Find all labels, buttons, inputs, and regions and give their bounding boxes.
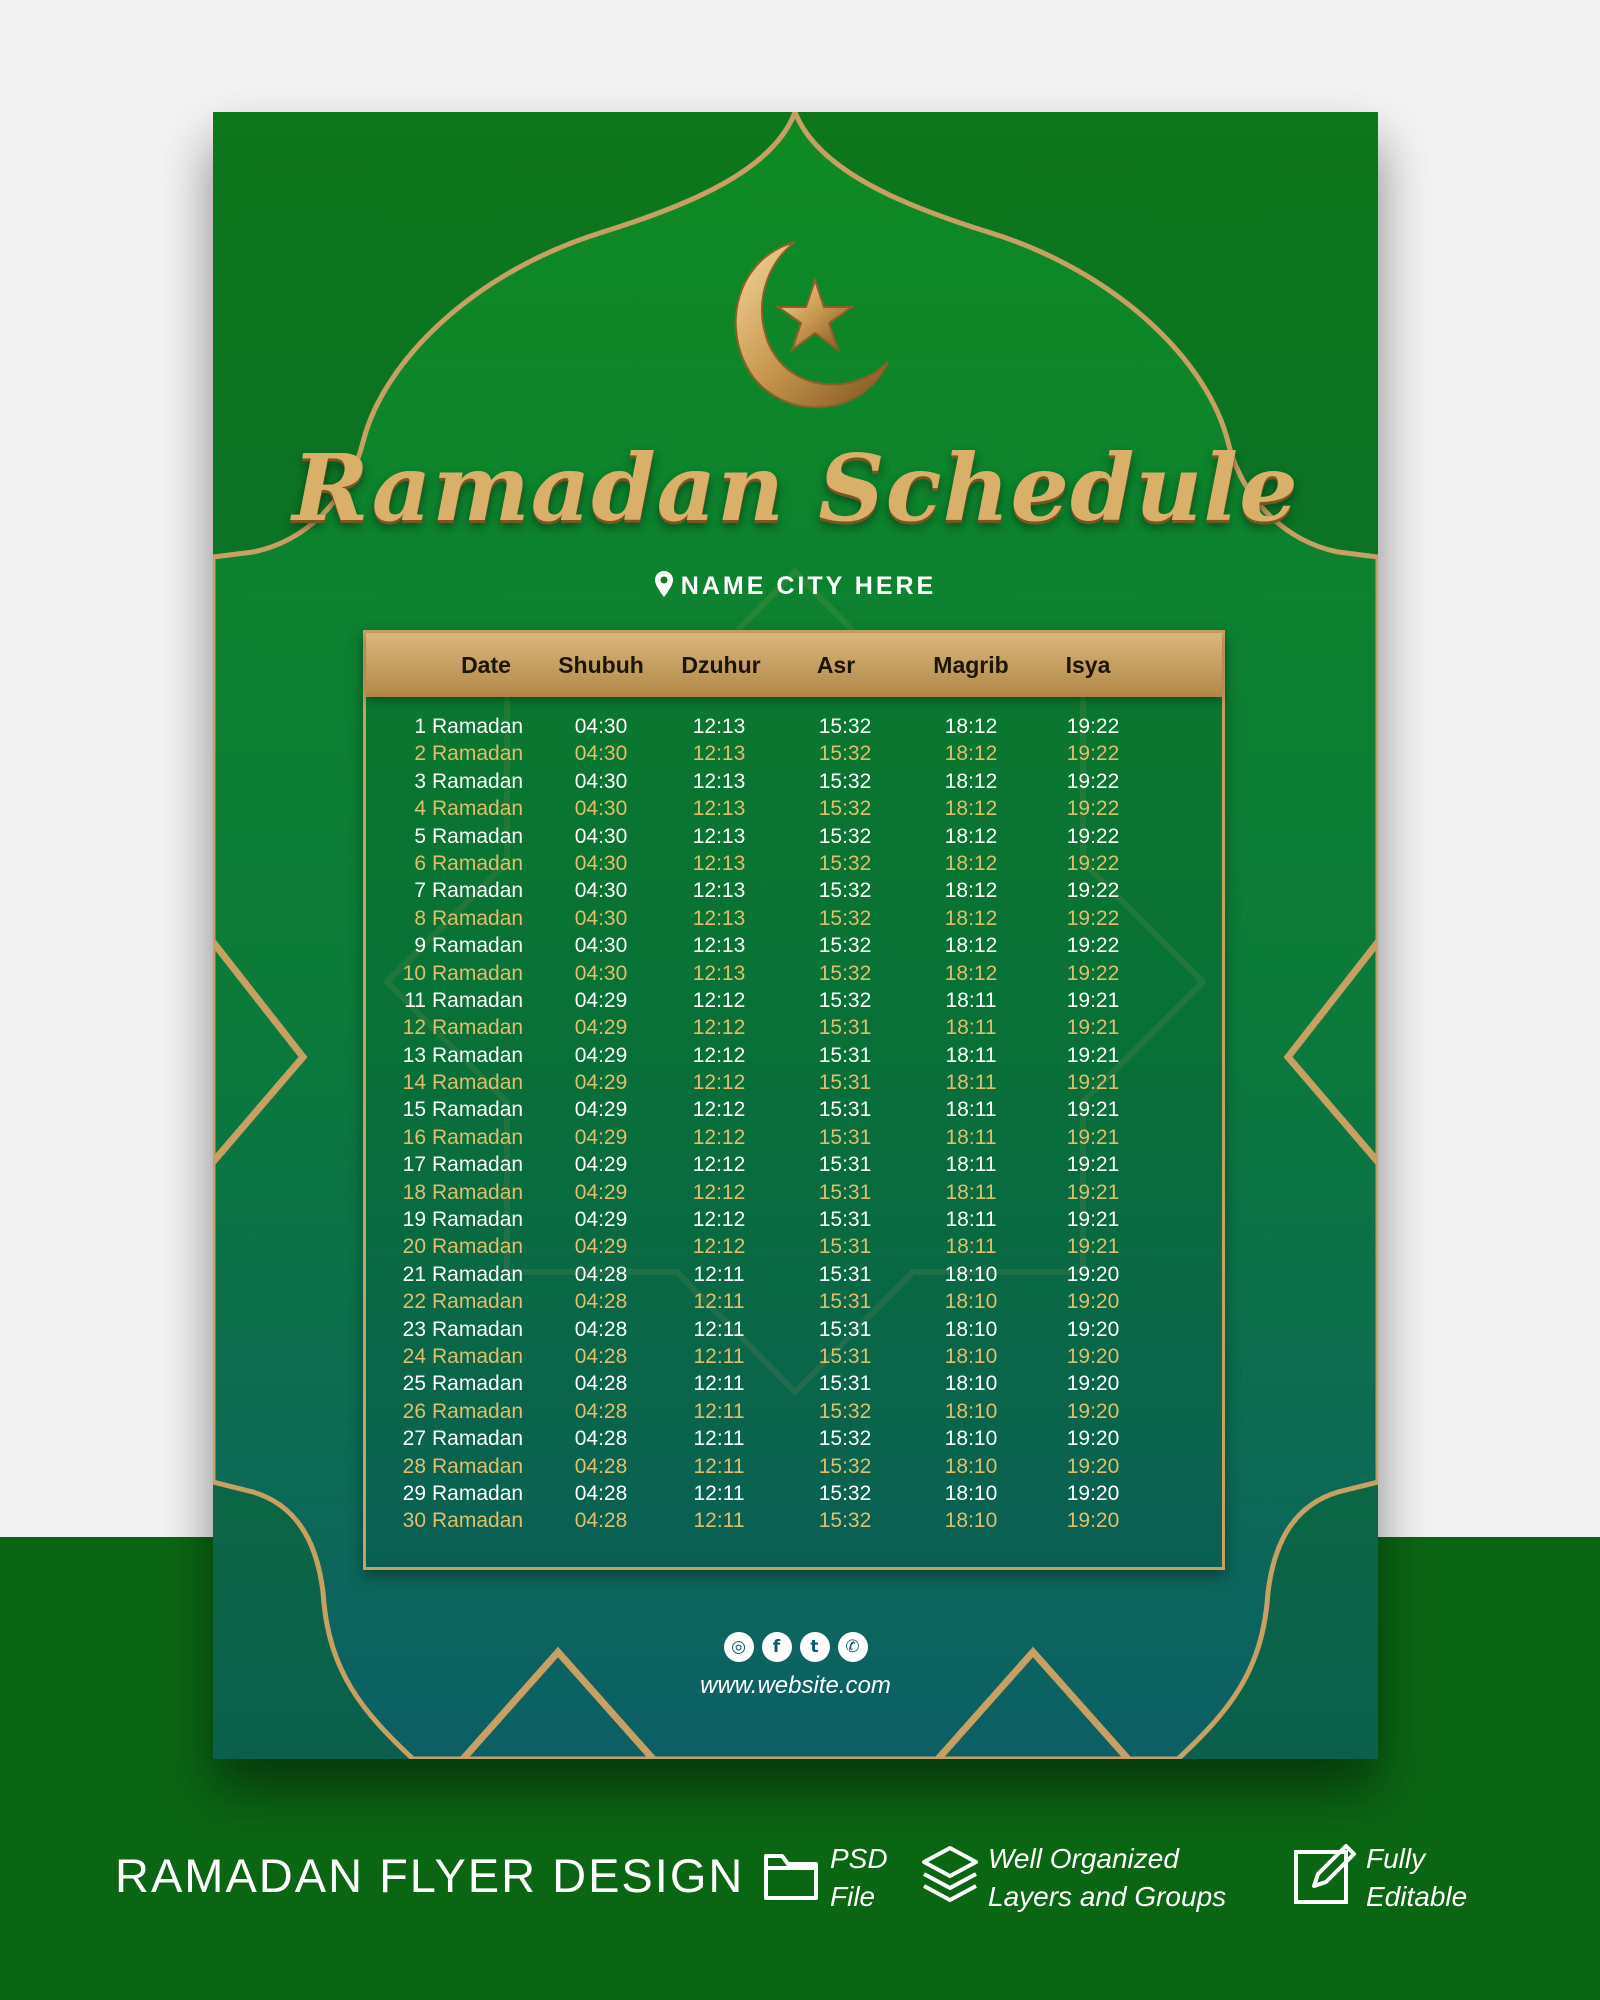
row-magrib-time: 18:10 <box>944 1344 998 1368</box>
row-day: 13 <box>402 1043 426 1067</box>
row-day: 7 <box>414 879 426 903</box>
row-asr-time: 15:31 <box>818 1372 872 1396</box>
row-day: 10 <box>402 961 426 985</box>
row-magrib-time: 18:10 <box>944 1509 998 1533</box>
table-row <box>366 770 1222 797</box>
whatsapp-icon[interactable]: ✆ <box>838 1632 868 1662</box>
table-row <box>366 1071 1222 1098</box>
row-isya-time: 19:20 <box>1066 1372 1120 1396</box>
row-asr-time: 15:31 <box>818 1071 872 1095</box>
row-day: 25 <box>402 1372 426 1396</box>
twitter-icon[interactable]: t <box>800 1632 830 1662</box>
row-month: Ramadan <box>432 1290 524 1314</box>
row-magrib-time: 18:10 <box>944 1399 998 1423</box>
table-row <box>366 1318 1222 1345</box>
row-isya-time: 19:21 <box>1066 1180 1120 1204</box>
row-dzuhur-time: 12:11 <box>693 1427 745 1451</box>
row-magrib-time: 18:12 <box>944 934 998 958</box>
row-month: Ramadan <box>432 1509 524 1533</box>
row-day: 24 <box>402 1344 426 1368</box>
row-shubuh-time: 04:29 <box>574 1235 628 1259</box>
row-dzuhur-time: 12:12 <box>692 1125 746 1149</box>
row-day: 18 <box>402 1180 426 1204</box>
table-row <box>366 1455 1222 1482</box>
row-dzuhur-time: 12:11 <box>693 1290 745 1314</box>
row-isya-time: 19:21 <box>1066 1125 1120 1149</box>
row-magrib-time: 18:10 <box>944 1372 998 1396</box>
table-row <box>366 1153 1222 1180</box>
row-asr-time: 15:31 <box>818 1153 872 1177</box>
row-shubuh-time: 04:30 <box>574 961 628 985</box>
table-row <box>366 1208 1222 1235</box>
row-asr-time: 15:32 <box>818 742 872 766</box>
row-month: Ramadan <box>432 1098 524 1122</box>
table-row <box>366 1400 1222 1427</box>
table-row <box>366 1016 1222 1043</box>
row-day: 8 <box>414 906 426 930</box>
row-asr-time: 15:32 <box>818 769 872 793</box>
row-asr-time: 15:31 <box>818 1344 872 1368</box>
table-row <box>366 989 1222 1016</box>
feature-editable-line2: Editable <box>1366 1881 1468 1912</box>
facebook-icon[interactable]: f <box>762 1632 792 1662</box>
row-asr-time: 15:31 <box>818 1180 872 1204</box>
row-asr-time: 15:31 <box>818 1125 872 1149</box>
row-isya-time: 19:22 <box>1066 715 1120 738</box>
row-day: 2 <box>414 742 426 766</box>
row-isya-time: 19:20 <box>1066 1454 1120 1478</box>
header-asr: Asr <box>816 652 856 678</box>
row-isya-time: 19:21 <box>1066 988 1120 1012</box>
row-isya-time: 19:21 <box>1066 1016 1120 1040</box>
row-month: Ramadan <box>432 879 524 903</box>
table-row <box>366 1098 1222 1125</box>
row-day: 20 <box>402 1235 426 1259</box>
row-magrib-time: 18:11 <box>945 1125 997 1149</box>
row-shubuh-time: 04:29 <box>574 1071 628 1095</box>
row-day: 17 <box>402 1153 426 1177</box>
table-row <box>366 907 1222 934</box>
row-isya-time: 19:21 <box>1066 1235 1120 1259</box>
row-dzuhur-time: 12:11 <box>693 1317 745 1341</box>
row-shubuh-time: 04:29 <box>574 1043 628 1067</box>
table-row <box>366 742 1222 769</box>
row-dzuhur-time: 12:12 <box>692 1043 746 1067</box>
table-row <box>366 1509 1222 1536</box>
table-row <box>366 1235 1222 1262</box>
row-isya-time: 19:22 <box>1066 934 1120 958</box>
row-day: 23 <box>402 1317 426 1341</box>
ramadan-flyer <box>213 112 1378 1759</box>
row-isya-time: 19:22 <box>1066 824 1120 848</box>
row-month: Ramadan <box>432 1071 524 1095</box>
row-isya-time: 19:21 <box>1066 1071 1120 1095</box>
location-text: NAME CITY HERE <box>680 572 937 600</box>
row-isya-time: 19:22 <box>1066 742 1120 766</box>
row-dzuhur-time: 12:13 <box>692 879 746 903</box>
row-asr-time: 15:32 <box>818 797 872 821</box>
row-shubuh-time: 04:30 <box>574 715 628 738</box>
row-shubuh-time: 04:28 <box>574 1372 628 1396</box>
row-asr-time: 15:32 <box>818 1427 872 1451</box>
table-row <box>366 825 1222 852</box>
feature-layers <box>988 1840 1226 1916</box>
table-row <box>366 715 1222 742</box>
row-month: Ramadan <box>432 1317 524 1341</box>
row-month: Ramadan <box>432 1372 524 1396</box>
row-isya-time: 19:22 <box>1066 906 1120 930</box>
table-row <box>366 1044 1222 1071</box>
row-magrib-time: 18:10 <box>944 1317 998 1341</box>
row-month: Ramadan <box>432 1399 524 1423</box>
row-dzuhur-time: 12:11 <box>693 1481 745 1505</box>
row-asr-time: 15:32 <box>818 934 872 958</box>
row-isya-time: 19:22 <box>1066 851 1120 875</box>
table-row <box>366 1345 1222 1372</box>
row-isya-time: 19:20 <box>1066 1481 1120 1505</box>
row-magrib-time: 18:12 <box>944 742 998 766</box>
row-day: 6 <box>414 851 426 875</box>
row-shubuh-time: 04:28 <box>574 1509 628 1533</box>
row-magrib-time: 18:10 <box>944 1290 998 1314</box>
row-month: Ramadan <box>432 1262 524 1286</box>
row-month: Ramadan <box>432 1208 524 1232</box>
row-dzuhur-time: 12:12 <box>692 1071 746 1095</box>
row-month: Ramadan <box>432 1153 524 1177</box>
row-month: Ramadan <box>432 742 524 766</box>
row-magrib-time: 18:11 <box>945 1071 997 1095</box>
row-dzuhur-time: 12:12 <box>692 1180 746 1204</box>
row-shubuh-time: 04:28 <box>574 1262 628 1286</box>
row-shubuh-time: 04:29 <box>574 1016 628 1040</box>
table-row <box>366 1427 1222 1454</box>
row-isya-time: 19:20 <box>1066 1399 1120 1423</box>
flyer-title: Ramadan Schedule <box>292 434 1299 542</box>
row-dzuhur-time: 12:13 <box>692 742 746 766</box>
edit-icon <box>1292 1842 1358 1906</box>
row-dzuhur-time: 12:13 <box>692 715 746 738</box>
layers-icon <box>918 1842 982 1906</box>
row-shubuh-time: 04:28 <box>574 1427 628 1451</box>
row-day: 28 <box>402 1454 426 1478</box>
row-month: Ramadan <box>432 1427 524 1451</box>
feature-psd-line1: PSD <box>830 1843 888 1874</box>
row-month: Ramadan <box>432 1180 524 1204</box>
row-shubuh-time: 04:30 <box>574 769 628 793</box>
row-month: Ramadan <box>432 1454 524 1478</box>
row-month: Ramadan <box>432 1043 524 1067</box>
header-shubuh: Shubuh <box>558 652 644 678</box>
row-magrib-time: 18:11 <box>945 1180 997 1204</box>
row-month: Ramadan <box>432 1481 524 1505</box>
feature-editable <box>1366 1840 1467 1916</box>
row-isya-time: 19:20 <box>1066 1290 1120 1314</box>
row-asr-time: 15:31 <box>818 1235 872 1259</box>
row-shubuh-time: 04:29 <box>574 1125 628 1149</box>
row-month: Ramadan <box>432 1125 524 1149</box>
row-asr-time: 15:32 <box>818 988 872 1012</box>
table-row <box>366 934 1222 961</box>
row-day: 5 <box>414 824 426 848</box>
table-header <box>366 633 1222 697</box>
folder-icon <box>760 1842 822 1904</box>
row-magrib-time: 18:12 <box>944 824 998 848</box>
row-day: 16 <box>402 1125 426 1149</box>
row-asr-time: 15:31 <box>818 1317 872 1341</box>
table-row <box>366 879 1222 906</box>
row-day: 4 <box>414 797 426 821</box>
row-shubuh-time: 04:28 <box>574 1399 628 1423</box>
feature-layers-line2: Layers and Groups <box>988 1881 1227 1912</box>
row-magrib-time: 18:11 <box>945 1043 997 1067</box>
header-isya: Isya <box>1065 652 1111 678</box>
website-link[interactable]: www.website.com <box>700 1672 891 1699</box>
feature-layers-line1: Well Organized <box>988 1843 1179 1874</box>
row-asr-time: 15:31 <box>818 1098 872 1122</box>
row-dzuhur-time: 12:12 <box>692 1016 746 1040</box>
row-day: 11 <box>404 988 426 1012</box>
row-shubuh-time: 04:28 <box>574 1317 628 1341</box>
row-asr-time: 15:31 <box>818 1262 872 1286</box>
row-shubuh-time: 04:28 <box>574 1481 628 1505</box>
row-asr-time: 15:32 <box>818 715 872 738</box>
row-month: Ramadan <box>432 1344 524 1368</box>
row-day: 19 <box>402 1208 426 1232</box>
row-magrib-time: 18:10 <box>944 1427 998 1451</box>
row-magrib-time: 18:11 <box>945 1016 997 1040</box>
header-date: Date <box>461 652 511 678</box>
feature-editable-line1: Fully <box>1366 1843 1426 1874</box>
row-asr-time: 15:31 <box>818 1043 872 1067</box>
row-shubuh-time: 04:29 <box>574 1208 628 1232</box>
row-magrib-time: 18:11 <box>945 1235 997 1259</box>
row-magrib-time: 18:11 <box>945 1153 997 1177</box>
row-isya-time: 19:22 <box>1066 797 1120 821</box>
row-day: 1 <box>414 715 426 738</box>
row-shubuh-time: 04:29 <box>574 988 628 1012</box>
row-day: 29 <box>402 1481 426 1505</box>
row-month: Ramadan <box>432 934 524 958</box>
table-row <box>366 1372 1222 1399</box>
row-magrib-time: 18:12 <box>944 851 998 875</box>
row-dzuhur-time: 12:13 <box>692 906 746 930</box>
row-isya-time: 19:22 <box>1066 769 1120 793</box>
row-dzuhur-time: 12:11 <box>693 1344 745 1368</box>
row-month: Ramadan <box>432 1235 524 1259</box>
row-asr-time: 15:31 <box>818 1016 872 1040</box>
row-month: Ramadan <box>432 715 524 738</box>
row-dzuhur-time: 12:13 <box>692 824 746 848</box>
row-magrib-time: 18:11 <box>945 1098 997 1122</box>
row-shubuh-time: 04:30 <box>574 742 628 766</box>
row-shubuh-time: 04:30 <box>574 934 628 958</box>
row-day: 21 <box>402 1262 426 1286</box>
promo-title: RAMADAN FLYER DESIGN <box>115 1849 745 1902</box>
row-dzuhur-time: 12:11 <box>693 1399 745 1423</box>
crescent-star-icon <box>703 232 903 422</box>
table-row <box>366 1126 1222 1153</box>
row-day: 9 <box>414 934 426 958</box>
row-dzuhur-time: 12:11 <box>693 1454 745 1478</box>
row-asr-time: 15:32 <box>818 1454 872 1478</box>
row-shubuh-time: 04:29 <box>574 1153 628 1177</box>
row-asr-time: 15:32 <box>818 879 872 903</box>
row-isya-time: 19:20 <box>1066 1317 1120 1341</box>
table-row <box>366 1263 1222 1290</box>
feature-psd-line2: File <box>830 1881 876 1912</box>
row-isya-time: 19:20 <box>1066 1262 1120 1286</box>
table-row <box>366 797 1222 824</box>
table-row <box>366 852 1222 879</box>
feature-psd <box>830 1840 888 1916</box>
row-month: Ramadan <box>432 797 524 821</box>
header-dzuhur: Dzuhur <box>681 652 761 678</box>
row-magrib-time: 18:12 <box>944 879 998 903</box>
row-asr-time: 15:32 <box>818 824 872 848</box>
table-row <box>366 1482 1222 1509</box>
header-magrib: Magrib <box>933 652 1009 678</box>
row-magrib-time: 18:12 <box>944 797 998 821</box>
row-day: 22 <box>402 1290 426 1314</box>
row-shubuh-time: 04:30 <box>574 824 628 848</box>
row-asr-time: 15:32 <box>818 1509 872 1533</box>
row-isya-time: 19:22 <box>1066 961 1120 985</box>
row-magrib-time: 18:10 <box>944 1262 998 1286</box>
row-isya-time: 19:21 <box>1066 1208 1120 1232</box>
row-asr-time: 15:31 <box>818 1290 872 1314</box>
row-dzuhur-time: 12:11 <box>693 1509 745 1533</box>
row-shubuh-time: 04:29 <box>574 1098 628 1122</box>
table-row <box>366 1181 1222 1208</box>
row-shubuh-time: 04:30 <box>574 851 628 875</box>
row-dzuhur-time: 12:13 <box>692 769 746 793</box>
row-month: Ramadan <box>432 988 524 1012</box>
row-isya-time: 19:20 <box>1066 1344 1120 1368</box>
row-dzuhur-time: 12:12 <box>692 1153 746 1177</box>
location-line <box>213 572 1378 601</box>
row-day: 15 <box>402 1098 426 1122</box>
row-magrib-time: 18:10 <box>944 1454 998 1478</box>
row-dzuhur-time: 12:13 <box>692 934 746 958</box>
row-shubuh-time: 04:30 <box>574 879 628 903</box>
row-isya-time: 19:20 <box>1066 1509 1120 1533</box>
row-asr-time: 15:32 <box>818 1481 872 1505</box>
social-icons <box>213 1632 1378 1662</box>
row-shubuh-time: 04:28 <box>574 1454 628 1478</box>
row-magrib-time: 18:11 <box>945 988 997 1012</box>
row-shubuh-time: 04:28 <box>574 1290 628 1314</box>
row-dzuhur-time: 12:13 <box>692 851 746 875</box>
row-isya-time: 19:21 <box>1066 1043 1120 1067</box>
row-dzuhur-time: 12:12 <box>692 1235 746 1259</box>
location-pin-icon <box>655 571 673 597</box>
row-month: Ramadan <box>432 961 524 985</box>
row-dzuhur-time: 12:12 <box>692 988 746 1012</box>
row-isya-time: 19:21 <box>1066 1153 1120 1177</box>
row-magrib-time: 18:12 <box>944 961 998 985</box>
row-month: Ramadan <box>432 824 524 848</box>
row-dzuhur-time: 12:13 <box>692 797 746 821</box>
row-magrib-time: 18:12 <box>944 769 998 793</box>
table-row <box>366 962 1222 989</box>
row-shubuh-time: 04:30 <box>574 797 628 821</box>
row-asr-time: 15:32 <box>818 1399 872 1423</box>
row-month: Ramadan <box>432 1016 524 1040</box>
row-asr-time: 15:31 <box>818 1208 872 1232</box>
row-month: Ramadan <box>432 906 524 930</box>
row-day: 12 <box>402 1016 426 1040</box>
row-shubuh-time: 04:28 <box>574 1344 628 1368</box>
row-asr-time: 15:32 <box>818 961 872 985</box>
row-dzuhur-time: 12:13 <box>692 961 746 985</box>
row-day: 26 <box>402 1399 426 1423</box>
row-day: 30 <box>402 1509 426 1533</box>
instagram-icon[interactable]: ◎ <box>724 1632 754 1662</box>
row-asr-time: 15:32 <box>818 906 872 930</box>
row-month: Ramadan <box>432 851 524 875</box>
row-magrib-time: 18:10 <box>944 1481 998 1505</box>
row-magrib-time: 18:11 <box>945 1208 997 1232</box>
row-dzuhur-time: 12:12 <box>692 1098 746 1122</box>
row-magrib-time: 18:12 <box>944 906 998 930</box>
row-day: 14 <box>402 1071 426 1095</box>
table-body <box>366 715 1222 1537</box>
row-shubuh-time: 04:30 <box>574 906 628 930</box>
row-asr-time: 15:32 <box>818 851 872 875</box>
row-isya-time: 19:22 <box>1066 879 1120 903</box>
row-magrib-time: 18:12 <box>944 715 998 738</box>
row-day: 3 <box>414 769 426 793</box>
schedule-table <box>363 630 1225 1570</box>
row-day: 27 <box>402 1427 426 1451</box>
row-dzuhur-time: 12:11 <box>693 1262 745 1286</box>
table-row <box>366 1290 1222 1317</box>
row-dzuhur-time: 12:12 <box>692 1208 746 1232</box>
row-shubuh-time: 04:29 <box>574 1180 628 1204</box>
row-isya-time: 19:20 <box>1066 1427 1120 1451</box>
row-isya-time: 19:21 <box>1066 1098 1120 1122</box>
row-month: Ramadan <box>432 769 524 793</box>
row-dzuhur-time: 12:11 <box>693 1372 745 1396</box>
